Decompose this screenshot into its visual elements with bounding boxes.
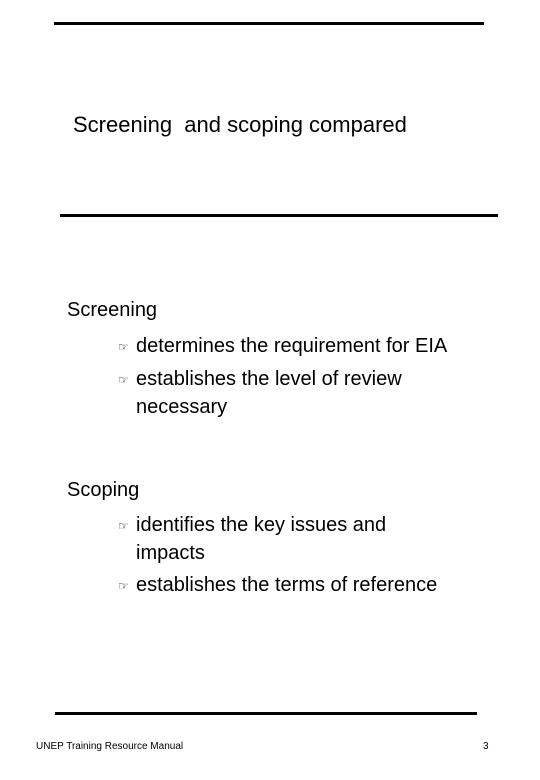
- footer-source: UNEP Training Resource Manual: [36, 741, 184, 752]
- pointing-hand-icon: ☞: [118, 579, 129, 593]
- title-underline-rule: [60, 214, 498, 217]
- bullet-text: establishes the terms of reference: [136, 574, 438, 596]
- bullet-item: [118, 511, 488, 567]
- section-heading-screening: Screening: [67, 299, 158, 321]
- bullet-text: determines the requirement for EIA: [136, 335, 448, 357]
- pointing-hand-icon: ☞: [118, 519, 129, 533]
- bullet-text: identifies the key issues and impacts: [136, 514, 387, 564]
- bullet-item: [118, 571, 488, 599]
- bullet-text: establishes the level of review necessary: [136, 368, 402, 418]
- pointing-hand-icon: ☞: [118, 373, 129, 387]
- footer-rule: [55, 712, 477, 715]
- section-heading-scoping: Scoping: [67, 479, 140, 501]
- page-number: 3: [483, 741, 489, 752]
- top-rule: [54, 22, 484, 25]
- slide-title: Screening and scoping compared: [73, 112, 407, 137]
- bullet-item: [118, 332, 488, 360]
- pointing-hand-icon: ☞: [118, 340, 129, 354]
- bullet-item: [118, 365, 488, 421]
